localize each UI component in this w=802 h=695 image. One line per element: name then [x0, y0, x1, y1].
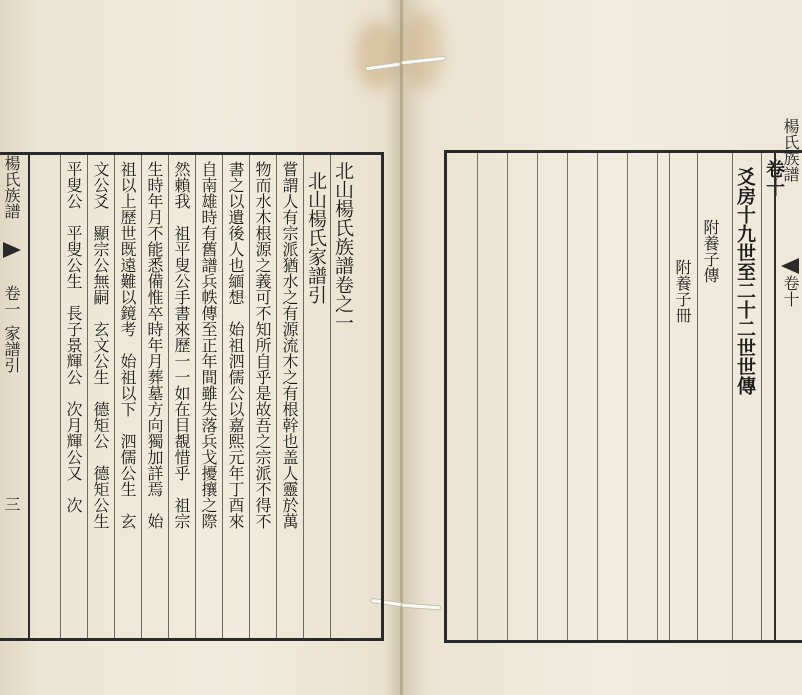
- column-rule: [597, 153, 598, 640]
- appendix-adopted-biographies: 附養子傳: [697, 153, 723, 640]
- column-rule: [537, 153, 538, 640]
- page-number: 三: [2, 496, 21, 512]
- text-column: 生時年月不能悉備惟卒時年月葬墓方向獨加詳焉 始: [141, 155, 167, 638]
- volume-number: 卷十: [761, 153, 787, 640]
- volume-title: 北山楊氏族譜卷之一: [330, 155, 356, 638]
- page-margin-section: 家譜引: [2, 325, 21, 373]
- text-column: 然賴我 祖平叟公手書來歷一一如在目覩惜乎 祖宗: [168, 155, 194, 638]
- text-column: 嘗謂人有宗派猶水之有源流木之有根幹也盖人靈於萬: [276, 155, 302, 638]
- column-rule: [657, 153, 658, 640]
- page-margin-volume: 卷一: [2, 285, 21, 317]
- column-rule: [477, 153, 478, 640]
- page-margin-title: 楊氏族譜: [2, 155, 21, 219]
- water-stain: [355, 20, 400, 90]
- fishtail-mark: [781, 258, 799, 274]
- binding-thread: [401, 603, 441, 611]
- text-column: 書之以遺後人也緬想 始祖泗儒公以嘉熙元年丁酉來: [222, 155, 248, 638]
- water-stain: [403, 10, 443, 90]
- section-title: 北山楊氏家譜引: [303, 155, 329, 638]
- text-frame: [444, 150, 802, 643]
- page-margin-title: 楊氏族譜: [781, 118, 800, 182]
- column-rule: [627, 153, 628, 640]
- left-page: [0, 0, 400, 695]
- right-page: [403, 0, 802, 695]
- text-column: 自南雄時有舊譜兵帙傳至正年間雖失落兵戈擾攘之際: [195, 155, 221, 638]
- column-rule: [567, 153, 568, 640]
- text-column: 物而水木根源之義可不知所自乎是故吾之宗派不得不: [249, 155, 275, 638]
- column-rule: [507, 153, 508, 640]
- text-frame: [0, 152, 384, 641]
- text-column: 祖以上歷世既遠難以鏡考 始祖以下 泗儒公生 玄: [114, 155, 140, 638]
- text-column: 文公爻 顯宗公無嗣 玄文公生 德矩公 德矩公生: [87, 155, 113, 638]
- spine-border-line: [774, 150, 776, 643]
- appendix-adopted-register: 附養子冊: [669, 153, 695, 640]
- generation-range-title: 爻房十九世至二十二世世傳: [732, 153, 758, 640]
- text-column: 平叟公 平叟公生 長子景輝公 次月輝公又 次: [60, 155, 86, 638]
- page-margin-volume: 卷十: [781, 275, 800, 307]
